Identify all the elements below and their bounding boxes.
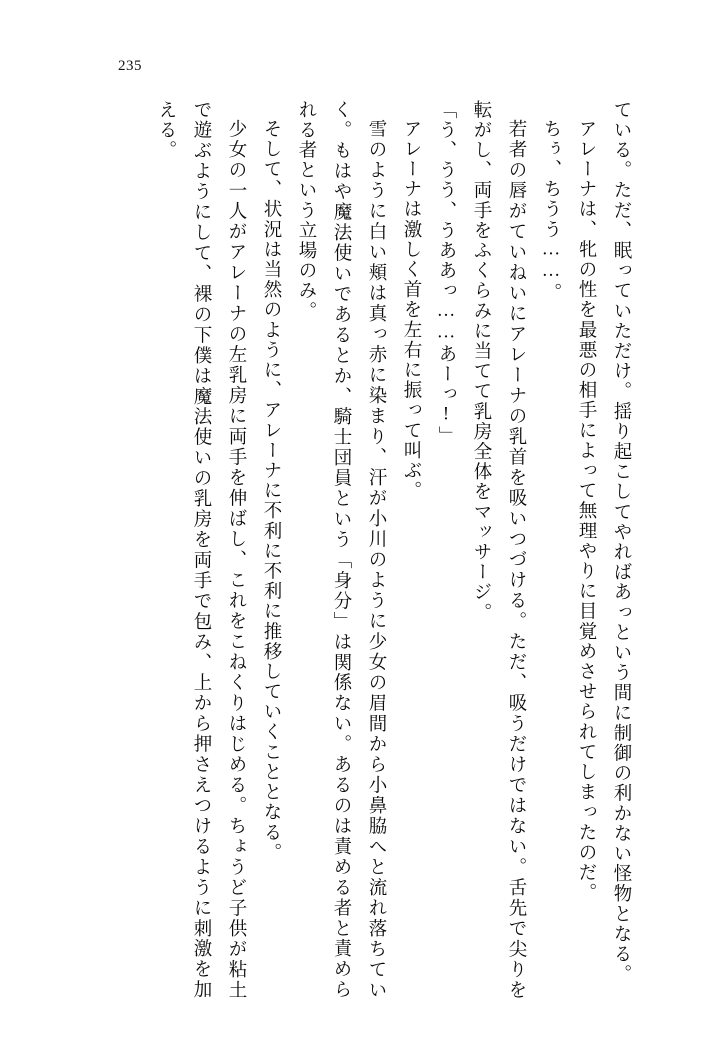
paragraph: 若者の唇がていねいにアレーナの乳首を吸いつづける。ただ、吸うだけではない。舌先で尖りを転がし、両手をふくらみに当てて乳房全体をマッサージ。 (471, 100, 526, 1000)
page-body-text (68, 100, 638, 1000)
paragraph-dialogue: 「う、うう、うああっ……あーっ!」 (436, 100, 456, 447)
paragraph: 少女の一人がアレーナの左乳房に両手を伸ばし、これをこねくりはじめる。ちょうど子供が粘土で遊ぶようにして、裸の下僕は魔法使いの乳房を両手で包み、上から押さえつけるように刺激を加える。 (156, 100, 246, 1000)
paragraph: ている。ただ、眠っていただけ。揺り起こしてやればあっという間に制御の利かない怪物となる。 (611, 100, 631, 985)
page-number: 235 (118, 58, 142, 74)
paragraph: 雪のように白い頬は真っ赤に染まり、汗が小川のように少女の眉間から小鼻脇へと流れ落ちていく。もはや魔法使いであるとか、騎士団員という「身分」は関係ない。あるのは責める者と責められる者という立場のみ。 (296, 100, 386, 1000)
paragraph: アレーナは、牝の性を最悪の相手によって無理やりに目覚めさせられてしまったのだ。 (576, 118, 596, 903)
paragraph: アレーナは激しく首を左右に振って叫ぶ。 (401, 118, 421, 501)
paragraph: ちぅ、ちうう……。 (541, 118, 561, 303)
paragraph: そして、状況は当然のように、アレーナに不利に不利に推移していくこととなる。 (261, 118, 281, 863)
